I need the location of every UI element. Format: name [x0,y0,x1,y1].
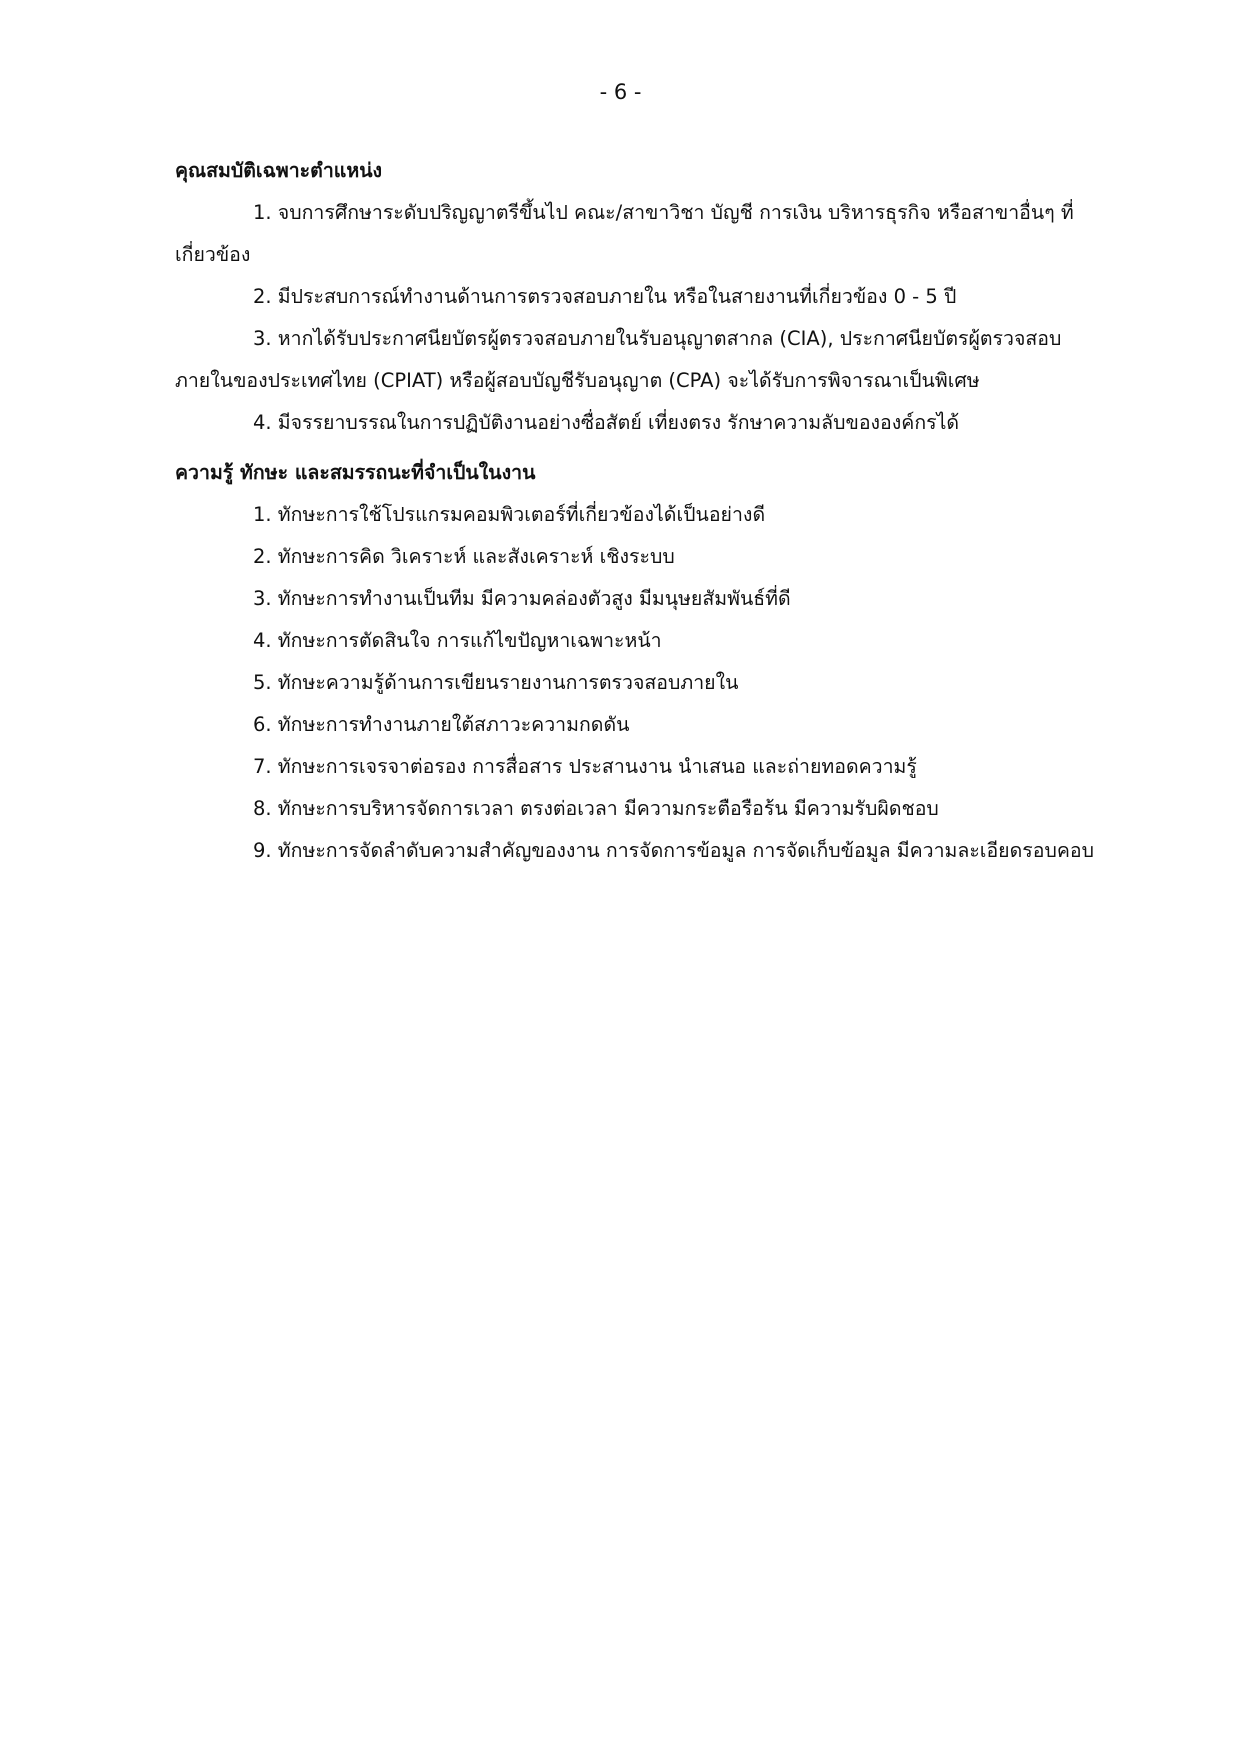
page-number: - 6 - [599,80,642,104]
skill-item: 1. ทักษะการใช้โปรแกรมคอมพิวเตอร์ที่เกี่ยวข้องได้เป็นอย่างดี [253,503,766,526]
skill-item: 2. ทักษะการคิด วิเคราะห์ และสังเคราะห์ เชิงระบบ [253,545,675,568]
skill-item: 8. ทักษะการบริหารจัดการเวลา ตรงต่อเวลา มีความกระตือรือร้น มีความรับผิดชอบ [253,797,939,820]
skill-item: 6. ทักษะการทำงานภายใต้สภาวะความกดดัน [253,713,630,736]
skill-item: 4. ทักษะการตัดสินใจ การแก้ไขปัญหาเฉพาะหน้า [253,629,662,652]
qualification-item: 1. จบการศึกษาระดับปริญญาตรีขึ้นไป คณะ/สาขาวิชา บัญชี การเงิน บริหารธุรกิจ หรือสาขาอื่นๆ ที่เกี่ยวข้อง [175,201,1074,266]
skills-heading: ความรู้ ทักษะ และสมรรถนะที่จำเป็นในงาน [175,461,536,484]
qualification-item: 2. มีประสบการณ์ทำงานด้านการตรวจสอบภายใน หรือในสายงานที่เกี่ยวข้อง 0 - 5 ปี [253,285,957,308]
qualification-item: 3. หากได้รับประกาศนียบัตรผู้ตรวจสอบภายในรับอนุญาตสากล (CIA), ประกาศนียบัตรผู้ตรวจสอบภายในของประเทศไทย (CPIAT) หรือผู้สอบบัญชีรับอนุญาต (CPA) จะได้รับการพิจารณาเป็นพิเศษ [175,327,1062,392]
skill-item: 9. ทักษะการจัดลำดับความสำคัญของงาน การจัดการข้อมูล การจัดเก็บข้อมูล มีความละเอียดรอบคอบ [253,839,1094,862]
skill-item: 5. ทักษะความรู้ด้านการเขียนรายงานการตรวจสอบภายใน [253,671,739,694]
qualification-item: 4. มีจรรยาบรรณในการปฏิบัติงานอย่างซื่อสัตย์ เที่ยงตรง รักษาความลับขององค์กรได้ [253,411,960,434]
skill-item: 7. ทักษะการเจรจาต่อรอง การสื่อสาร ประสานงาน นำเสนอ และถ่ายทอดความรู้ [253,755,917,778]
page-content [175,150,1115,872]
qualifications-heading: คุณสมบัติเฉพาะตำแหน่ง [175,159,383,182]
skill-item: 3. ทักษะการทำงานเป็นทีม มีความคล่องตัวสูง มีมนุษยสัมพันธ์ที่ดี [253,587,791,610]
